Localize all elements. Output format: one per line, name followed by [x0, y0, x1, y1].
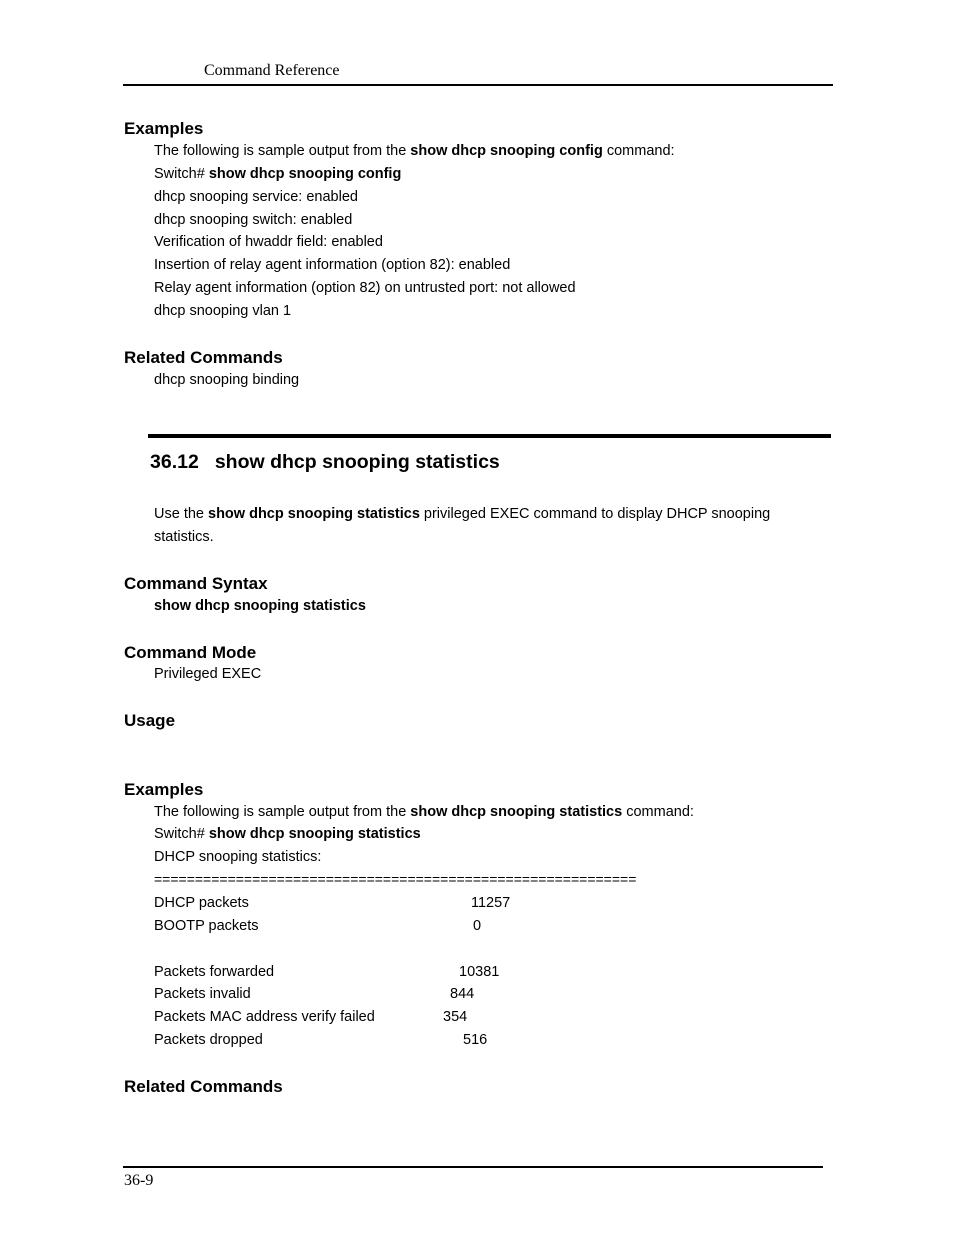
examples-heading: Examples	[124, 780, 204, 799]
example-output-line: Relay agent information (option 82) on untrusted port: not allowed	[154, 280, 576, 296]
examples-heading: Examples	[124, 119, 204, 138]
example-output-line: Verification of hwaddr field: enabled	[154, 234, 383, 250]
usage-heading: Usage	[124, 711, 176, 730]
stat-label: BOOTP packets	[154, 918, 259, 934]
example-output-line: dhcp snooping switch: enabled	[154, 212, 353, 228]
stat-value: 844	[450, 986, 475, 1002]
related-commands-heading: Related Commands	[124, 348, 283, 367]
examples-intro: The following is sample output from the show dhcp snooping statistics command:	[154, 804, 694, 820]
stat-value: 0	[473, 918, 482, 934]
section-description-cont: statistics.	[154, 529, 214, 545]
stats-separator: ===========================================================	[154, 871, 637, 887]
section-number: 36.12	[150, 451, 199, 473]
footer-rule	[123, 1166, 823, 1168]
header-rule	[123, 84, 833, 86]
running-header: Command Reference	[204, 62, 340, 79]
page-number: 36-9	[124, 1172, 154, 1189]
command-mode-value: Privileged EXEC	[154, 666, 262, 682]
stat-value: 10381	[459, 964, 500, 980]
command-syntax-value: show dhcp snooping statistics	[154, 598, 366, 614]
stat-value: 11257	[471, 895, 511, 911]
section-rule	[148, 434, 831, 438]
related-commands-heading: Related Commands	[124, 1077, 283, 1096]
example-prompt: Switch# show dhcp snooping config	[154, 166, 402, 182]
related-command-item: dhcp snooping binding	[154, 372, 300, 388]
command-syntax-heading: Command Syntax	[124, 574, 268, 593]
stat-label: Packets forwarded	[154, 964, 275, 980]
example-output-line: Insertion of relay agent information (option 82): enabled	[154, 257, 511, 273]
stat-label: DHCP packets	[154, 895, 249, 911]
example-output-line: dhcp snooping service: enabled	[154, 189, 358, 205]
section-title-text: show dhcp snooping statistics	[214, 451, 500, 473]
example-prompt: Switch# show dhcp snooping statistics	[154, 826, 421, 842]
example-output-line: dhcp snooping vlan 1	[154, 303, 292, 319]
section-title	[150, 451, 500, 474]
stats-title: DHCP snooping statistics:	[154, 849, 322, 865]
stat-label: Packets MAC address verify failed	[154, 1009, 375, 1025]
section-description: Use the show dhcp snooping statistics privileged EXEC command to display DHCP snooping	[154, 506, 771, 522]
stat-label: Packets invalid	[154, 986, 251, 1002]
stat-label: Packets dropped	[154, 1032, 263, 1048]
examples-intro: The following is sample output from the show dhcp snooping config command:	[154, 143, 675, 159]
stat-value: 354	[443, 1009, 468, 1025]
command-mode-heading: Command Mode	[124, 643, 257, 662]
stat-value: 516	[463, 1032, 488, 1048]
